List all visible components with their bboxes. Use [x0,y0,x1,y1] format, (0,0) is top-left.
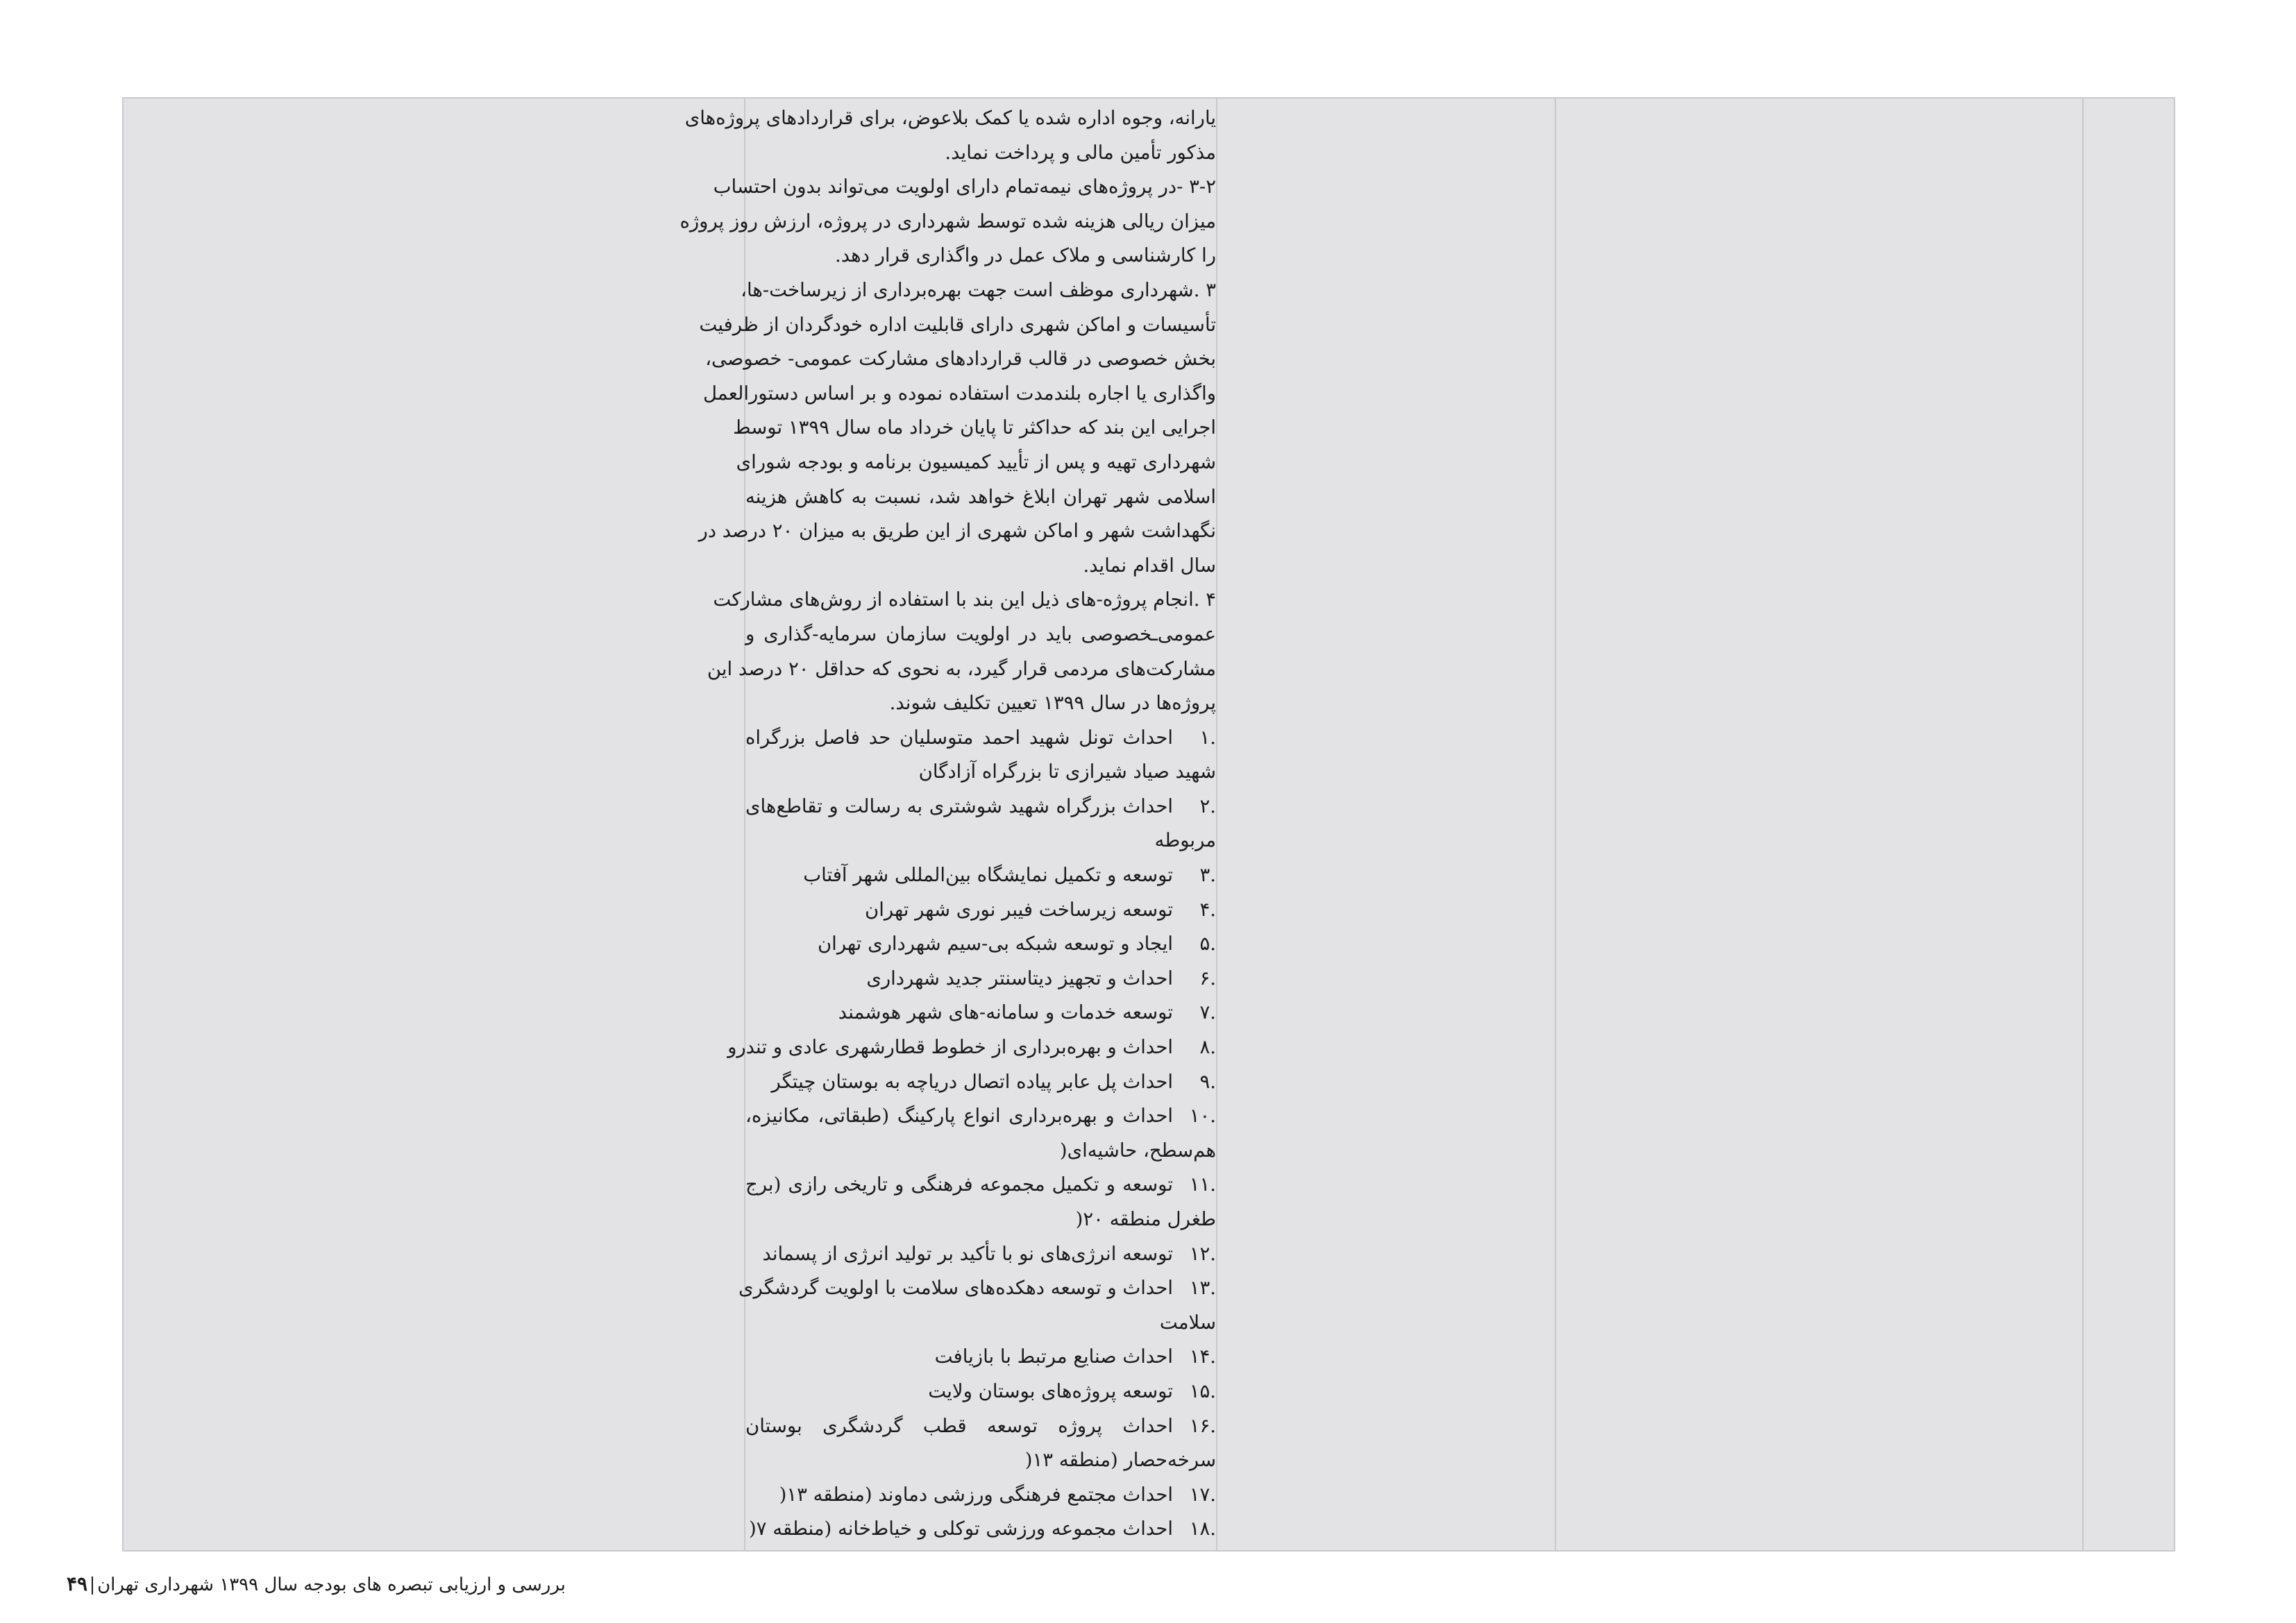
page-number: ۴۹ [67,1572,88,1595]
item-text-continuation: مربوطه [1154,829,1216,852]
item-number: .۱۵ [1189,1379,1216,1402]
item-number: .۴ [1199,898,1216,921]
item-text: توسعه پروژه‌های بوستان ولایت [928,1379,1173,1402]
text-line: ۳-۲ -در پروژه‌های نیمه‌تمام دارای اولویت می‌تواند بدون احتساب [713,176,1216,198]
item-text: احداث مجتمع فرهنگی ورزشی دماوند (منطقه ۱۳( [779,1483,1173,1506]
item-number: .۱۶ [1189,1414,1216,1437]
page-footer [67,1570,566,1599]
item-text: احداث پروژه توسعه قطب گردشگری بوستان [745,1414,1173,1437]
item-number: .۶ [1199,967,1216,989]
item-number: .۱۲ [1189,1242,1216,1265]
footer-separator [92,1577,93,1595]
text-line: اسلامی شهر تهران ابلاغ خواهد شد، نسبت به کاهش هزینه [745,485,1216,508]
text-line: تأسیسات و اماکن شهری دارای قابلیت اداره خودگردان از ظرفیت [699,313,1216,336]
budget-table [122,97,2175,1552]
item-number: .۱۸ [1189,1518,1216,1540]
text-line: نگهداشت شهر و اماکن شهری از این طریق به میزان ۲۰ درصد در [698,520,1216,543]
column-divider [1555,99,1556,1550]
item-number: .۷ [1199,1001,1216,1024]
project-item [745,1065,1216,1100]
column-divider [1216,99,1217,1550]
item-text: احداث تونل شهید احمد متوسلیان حد فاصل بزرگراه [745,726,1173,749]
footer-title: بررسی و ارزیابی تبصره های بودجه سال ۱۳۹۹ شهرداری تهران [97,1574,566,1595]
project-item [745,1168,1216,1203]
project-item [745,1099,1216,1134]
text-line: یارانه، وجوه اداره شده یا کمک بلاعوض، برای قراردادهای پروژه‌های [684,107,1216,129]
text-line: ۳ .شهرداری موظف است جهت بهره‌برداری از زیرساخت-ها، [741,278,1216,301]
item-text: احداث و بهره‌برداری انواع پارکینگ (طبقاتی، مکانیزه، [745,1105,1173,1128]
project-item [745,1237,1216,1272]
text-line: سال اقدام نماید. [1083,554,1216,577]
text-line: مذکور تأمین مالی و پرداخت نماید. [945,141,1216,164]
project-item [738,1271,1216,1306]
item-number: .۱۳ [1189,1277,1216,1300]
project-item [745,1512,1216,1547]
item-text-continuation: هم‌سطح، حاشیه‌ای( [1059,1139,1216,1162]
item-text: ایجاد و توسعه شبکه بی-سیم شهرداری تهران [817,933,1173,955]
project-item [745,721,1216,756]
item-number: .۹ [1199,1070,1216,1093]
note-text-cell [679,101,1216,1550]
item-text: احداث و بهره‌برداری از خطوط قطارشهری عادی و تندرو [727,1036,1173,1059]
project-item [745,1340,1216,1375]
text-line: شهرداری تهیه و پس از تأیید کمیسیون برنامه و بودجه شورای [736,450,1216,473]
item-text: احداث پل عابر پیاده اتصال دریاچه به بوستان چیتگر [771,1070,1173,1093]
item-text: احداث و توسعه دهکده‌های سلامت با اولویت گردشگری [738,1277,1173,1300]
project-item [745,893,1216,928]
text-line: را کارشناسی و ملاک عمل در واگذاری قرار دهد. [834,244,1216,267]
column-divider [2082,99,2084,1550]
item-text: احداث و تجهیز دیتاسنتر جدید شهرداری [866,967,1173,989]
text-line: مشارکت‌های مردمی قرار گیرد، به نحوی که حداقل ۲۰ درصد این [707,657,1216,680]
item-number: .۱۱ [1189,1173,1216,1196]
text-line: اجرایی این بند که حداکثر تا پایان خرداد ماه سال ۱۳۹۹ توسط [733,416,1216,439]
project-item [745,962,1216,996]
text-line: ۴ .انجام پروژه-های ذیل این بند با استفاده از روش‌های مشارکت [713,588,1216,611]
item-text: توسعه و تکمیل نمایشگاه بین‌المللی شهر آفتاب [803,864,1173,887]
item-number: .۱۷ [1189,1483,1216,1506]
project-item [745,858,1216,893]
project-item [745,996,1216,1030]
item-text-continuation: شهید صیاد شیرازی تا بزرگراه آزادگان [918,760,1216,783]
item-number: .۳ [1199,864,1216,887]
item-number: .۲ [1199,794,1216,817]
item-text: توسعه انرژی‌های نو با تأکید بر تولید انرژی از پسماند [762,1242,1173,1265]
item-text: توسعه و تکمیل مجموعه فرهنگی و تاریخی رازی (برج [745,1173,1173,1196]
item-text: احداث مجموعه ورزشی توکلی و خیاط‌خانه (منطقه ۷( [749,1518,1173,1540]
project-item [745,1409,1216,1444]
item-text: توسعه زیرساخت فیبر نوری شهر تهران [865,898,1173,921]
text-line: واگذاری یا اجاره بلندمدت استفاده نموده و بر اساس دستورالعمل [702,382,1216,405]
project-item [745,927,1216,962]
text-line: پروژه‌ها در سال ۱۳۹۹ تعیین تکلیف شوند. [889,692,1216,715]
text-line: بخش خصوصی در قالب قراردادهای مشارکت عمومی- خصوصی، [705,348,1216,371]
project-item [745,1478,1216,1513]
project-list [727,721,1216,1547]
item-number: .۱۰ [1189,1105,1216,1128]
item-text-continuation: سرخه‌حصار (منطقه ۱۳( [1024,1449,1216,1472]
item-number: .۸ [1199,1036,1216,1059]
item-number: .۱ [1199,726,1216,749]
item-text: توسعه خدمات و سامانه-های شهر هوشمند [838,1001,1173,1024]
item-text-continuation: سلامت [1159,1311,1216,1334]
item-number: .۵ [1199,933,1216,955]
item-number: .۱۴ [1189,1345,1216,1368]
project-item [727,1030,1216,1065]
project-item [745,1375,1216,1409]
text-line: میزان ریالی هزینه شده توسط شهرداری در پروژه، ارزش روز پروژه [679,210,1216,232]
item-text: احداث بزرگراه شهید شوشتری به رسالت و تقاطع‌های [745,794,1173,817]
text-line: عمومی‌ـخصوصی باید در اولویت سازمان سرمایه-گذاری و [745,622,1216,645]
project-item [745,790,1216,824]
item-text: احداث صنایع مرتبط با بازیافت [934,1345,1173,1368]
item-text-continuation: طغرل منطقه ۲۰( [1075,1208,1216,1230]
